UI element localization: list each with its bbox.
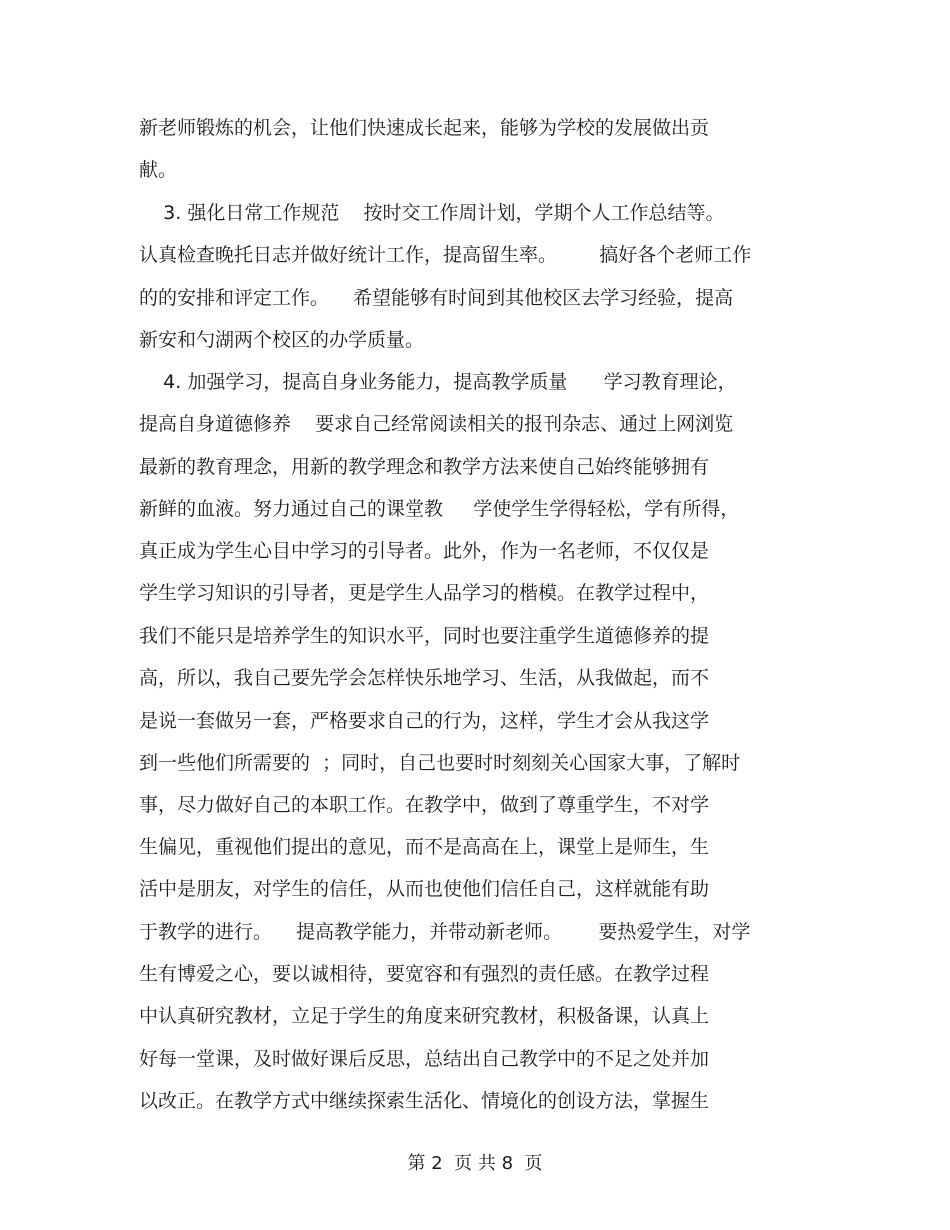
text-line: 的的安排和评定工作。 希望能够有时间到其他校区去学习经验，提高: [139, 287, 734, 309]
text-line: 最新的教育理念，用新的教学理念和教学方法来使自己始终能够拥有: [139, 456, 710, 478]
text-line: 新老师锻炼的机会，让他们快速成长起来，能够为学校的发展做出贡: [139, 117, 710, 139]
text-line: 3. 强化日常工作规范 按时交工作周计划，学期个人工作总结等。: [139, 202, 725, 224]
text-line: 新鲜的血液。努力通过自己的课堂教 学使学生学得轻松，学有所得，: [139, 498, 740, 520]
text-line: 于教学的进行。 提高教学能力，并带动新老师。 要热爱学生，对学: [139, 921, 751, 943]
text-line: 学生学习知识的引导者，更是学生人品学习的楷模。在教学过程中，: [139, 582, 710, 604]
text-line: 是说一套做另一套，严格要求自己的行为，这样，学生才会从我这学: [139, 710, 710, 732]
text-line: 真正成为学生心目中学习的引导者。此外，作为一名老师，不仅仅是: [139, 540, 710, 562]
text-line: 事，尽力做好自己的本职工作。在教学中，做到了尊重学生，不对学: [139, 794, 710, 816]
text-line: 我们不能只是培养学生的知识水平，同时也要注重学生道德修养的提: [139, 625, 710, 647]
text-line: 献。: [139, 159, 178, 181]
text-line: 到一些他们所需要的 ；同时，自己也要时时刻刻关心国家大事，了解时: [139, 752, 741, 774]
text-line: 提高自身道德修养 要求自己经常阅读相关的报刊杂志、通过上网浏览: [139, 413, 734, 435]
text-line: 以改正。在教学方式中继续探索生活化、情境化的创设方法，掌握生: [139, 1090, 710, 1112]
text-line: 生有博爱之心，要以诚相待，要宽容和有强烈的责任感。在教学过程: [139, 963, 710, 985]
text-line: 中认真研究教材，立足于学生的角度来研究教材，积极备课，认真上: [139, 1005, 710, 1027]
text-line: 认真检查晚托日志并做好统计工作，提高留生率。 搞好各个老师工作: [139, 244, 752, 266]
text-line: 新安和勺湖两个校区的办学质量。: [139, 329, 425, 351]
text-line: 好每一堂课，及时做好课后反思，总结出自己教学中的不足之处并加: [139, 1048, 710, 1070]
page-number-footer: 第 2 页 共 8 页: [407, 1153, 543, 1174]
text-line: 高，所以，我自己要先学会怎样快乐地学习、生活，从我做起，而不: [139, 667, 710, 689]
text-line: 活中是朋友，对学生的信任，从而也使他们信任自己，这样就能有助: [139, 878, 710, 900]
text-line: 生偏见，重视他们提出的意见，而不是高高在上，课堂上是师生，生: [139, 836, 710, 858]
text-line: 4. 加强学习，提高自身业务能力，提高教学质量 学习教育理论，: [139, 371, 737, 393]
